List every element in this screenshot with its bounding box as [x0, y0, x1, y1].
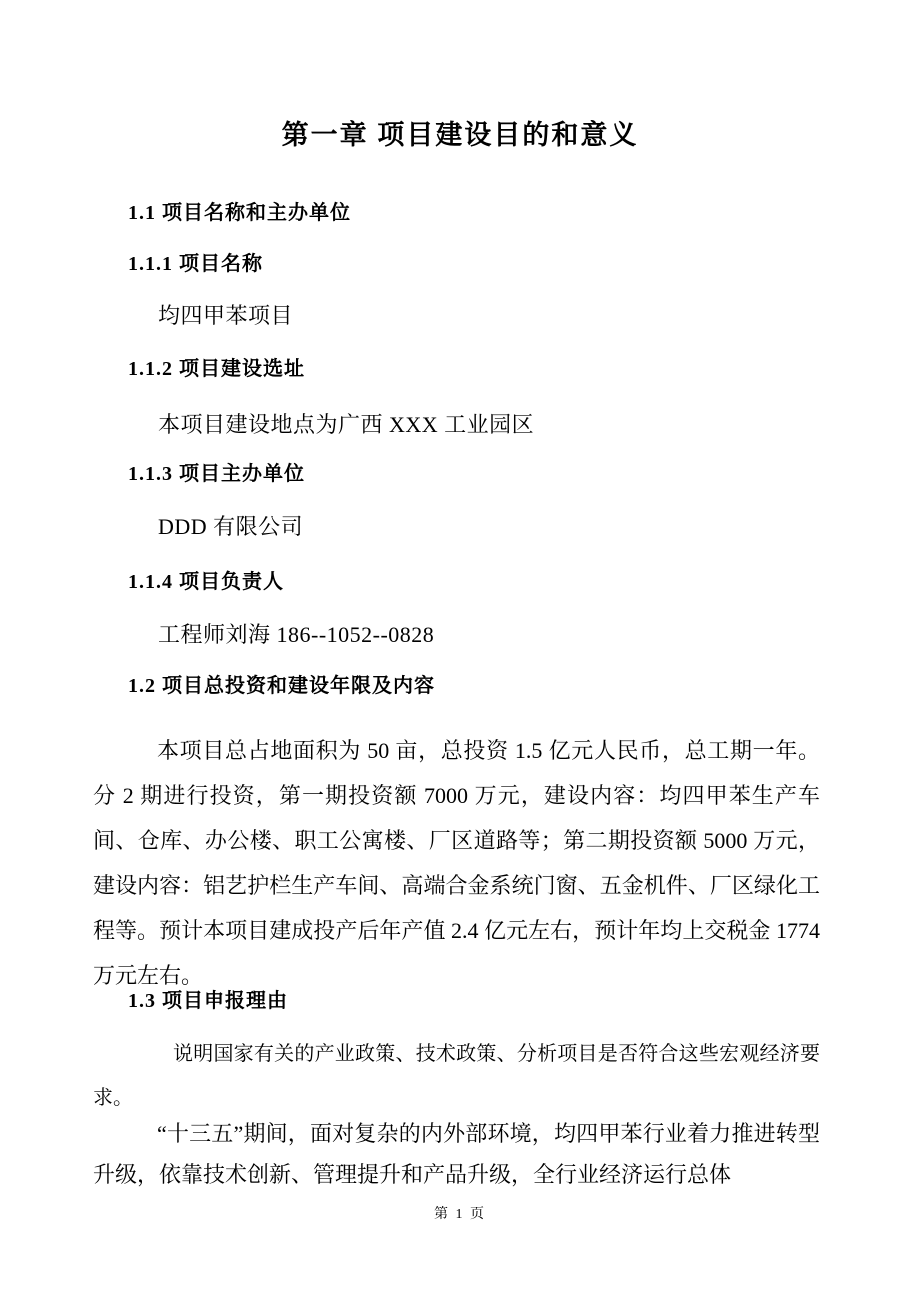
heading-1-1-1: 1.1.1 项目名称 [128, 253, 263, 275]
heading-1-2: 1.2 项目总投资和建设年限及内容 [128, 675, 435, 697]
project-name-text: 均四甲苯项目 [158, 303, 294, 328]
heading-1-1-2: 1.1.2 项目建设选址 [128, 358, 305, 380]
heading-1-1: 1.1 项目名称和主办单位 [128, 202, 351, 224]
investment-paragraph: 本项目总占地面积为 50 亩，总投资 1.5 亿元人民币，总工期一年。分 2 期进行投资，第一期投资额 7000 万元，建设内容：均四甲苯生产车间、仓库、办公楼、职工公寓楼、厂区道路等；第二期投资额 5000 万元，建设内容：铝艺护栏生产车间、高端合金系统门窗、五金机件、厂区绿化工程等。预计本项目建成投产后年产值 2.4 亿元左右，预计年均上交税金 1774 万元左右。 [93, 738, 820, 988]
heading-1-1-3: 1.1.3 项目主办单位 [128, 463, 305, 485]
industry-paragraph: “十三五”期间，面对复杂的内外部环境，均四甲苯行业着力推进转型升级，依靠技术创新、管理提升和产品升级，全行业经济运行总体 [93, 1121, 820, 1187]
policy-paragraph: 说明国家有关的产业政策、技术政策、分析项目是否符合这些宏观经济要求。 [93, 1043, 820, 1109]
page-number: 第 1 页 [434, 1207, 486, 1222]
project-organizer-text: DDD 有限公司 [158, 514, 304, 539]
heading-1-3: 1.3 项目申报理由 [128, 990, 288, 1012]
project-location-text: 本项目建设地点为广西 XXX 工业园区 [158, 412, 535, 437]
chapter-title: 第一章 项目建设目的和意义 [281, 120, 639, 150]
heading-1-1-4: 1.1.4 项目负责人 [128, 571, 284, 593]
project-leader-text: 工程师刘海 186--1052--0828 [158, 622, 435, 647]
